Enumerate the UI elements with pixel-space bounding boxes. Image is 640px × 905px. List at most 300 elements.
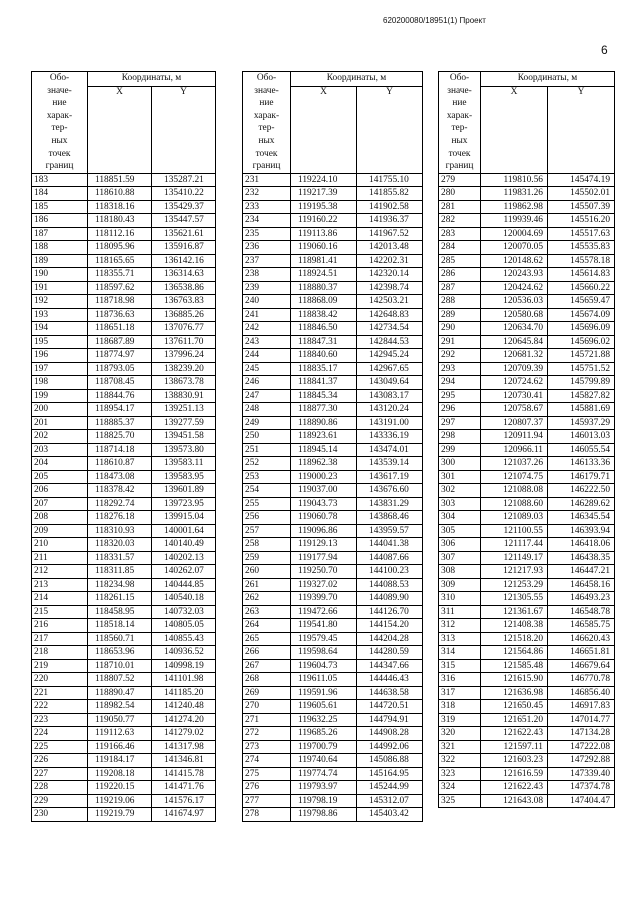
coord-y: 144088.53 — [357, 578, 423, 592]
coord-x: 121615.90 — [481, 673, 548, 687]
coord-x: 118310.93 — [88, 524, 152, 538]
point-id: 255 — [243, 497, 291, 511]
point-id: 291 — [439, 335, 481, 349]
coord-x: 118095.96 — [88, 241, 152, 255]
coord-y: 140540.18 — [152, 592, 216, 606]
table-row — [243, 794, 423, 808]
coord-x: 119685.26 — [291, 727, 357, 741]
coord-y: 146770.78 — [548, 673, 615, 687]
table-row — [32, 686, 216, 700]
coord-y: 138673.78 — [152, 376, 216, 390]
coord-y: 138830.91 — [152, 389, 216, 403]
coord-x: 119793.97 — [291, 781, 357, 795]
coord-y: 146447.21 — [548, 565, 615, 579]
point-id: 220 — [32, 673, 88, 687]
header-point-designation: Обо- значе- ние харак- тер- ных точек границ — [439, 72, 481, 174]
point-id: 234 — [243, 214, 291, 228]
coord-y: 141274.20 — [152, 713, 216, 727]
coord-y: 136885.26 — [152, 308, 216, 322]
coord-y: 147404.47 — [548, 794, 615, 808]
coord-x: 118954.17 — [88, 403, 152, 417]
point-id: 316 — [439, 673, 481, 687]
point-id: 228 — [32, 781, 88, 795]
point-id: 262 — [243, 592, 291, 606]
table-row — [243, 808, 423, 822]
coord-y: 140444.85 — [152, 578, 216, 592]
coord-x: 119798.86 — [291, 808, 357, 822]
table-body — [32, 173, 216, 821]
point-id: 214 — [32, 592, 88, 606]
coord-x: 118890.47 — [88, 686, 152, 700]
coord-y: 145312.07 — [357, 794, 423, 808]
coord-y: 146548.78 — [548, 605, 615, 619]
coord-x: 121074.75 — [481, 470, 548, 484]
point-id: 215 — [32, 605, 88, 619]
point-id: 226 — [32, 754, 88, 768]
coord-y: 139251.13 — [152, 403, 216, 417]
point-id: 287 — [439, 281, 481, 295]
coord-x: 118835.17 — [291, 362, 357, 376]
table-row — [32, 362, 216, 376]
coord-y: 145474.19 — [548, 173, 615, 187]
coord-y: 145937.29 — [548, 416, 615, 430]
table-row — [439, 295, 615, 309]
coord-x: 118378.42 — [88, 484, 152, 498]
table-row — [439, 308, 615, 322]
coord-y: 144087.66 — [357, 551, 423, 565]
coord-y: 146856.40 — [548, 686, 615, 700]
coord-y: 139915.04 — [152, 511, 216, 525]
coord-y: 141185.20 — [152, 686, 216, 700]
coord-x: 118710.01 — [88, 659, 152, 673]
table-row — [243, 659, 423, 673]
table-row — [439, 551, 615, 565]
coord-y: 143336.19 — [357, 430, 423, 444]
coord-y: 141279.02 — [152, 727, 216, 741]
table-row — [32, 794, 216, 808]
point-id: 245 — [243, 362, 291, 376]
coord-x: 119184.17 — [88, 754, 152, 768]
coord-x: 119831.26 — [481, 187, 548, 201]
coord-y: 147222.08 — [548, 740, 615, 754]
coord-y: 143120.24 — [357, 403, 423, 417]
point-id: 185 — [32, 200, 88, 214]
coord-x: 119798.19 — [291, 794, 357, 808]
point-id: 232 — [243, 187, 291, 201]
point-id: 322 — [439, 754, 481, 768]
table-row — [243, 295, 423, 309]
point-id: 189 — [32, 254, 88, 268]
point-id: 305 — [439, 524, 481, 538]
header-coordinates: Координаты, м — [291, 72, 423, 87]
coord-y: 142320.14 — [357, 268, 423, 282]
coord-y: 141240.48 — [152, 700, 216, 714]
coord-y: 141755.10 — [357, 173, 423, 187]
point-id: 267 — [243, 659, 291, 673]
coord-x: 118651.18 — [88, 322, 152, 336]
table-row — [243, 430, 423, 444]
point-id: 225 — [32, 740, 88, 754]
point-id: 312 — [439, 619, 481, 633]
coord-y: 143049.64 — [357, 376, 423, 390]
point-id: 325 — [439, 794, 481, 808]
point-id: 184 — [32, 187, 88, 201]
coord-y: 137996.24 — [152, 349, 216, 363]
coord-x: 120536.03 — [481, 295, 548, 309]
coord-x: 118807.52 — [88, 673, 152, 687]
coord-x: 118687.89 — [88, 335, 152, 349]
coord-x: 118982.54 — [88, 700, 152, 714]
point-id: 280 — [439, 187, 481, 201]
coord-y: 141346.81 — [152, 754, 216, 768]
point-id: 207 — [32, 497, 88, 511]
coord-y: 147134.28 — [548, 727, 615, 741]
point-id: 259 — [243, 551, 291, 565]
coord-x: 120243.93 — [481, 268, 548, 282]
point-id: 205 — [32, 470, 88, 484]
coord-x: 121597.11 — [481, 740, 548, 754]
point-id: 212 — [32, 565, 88, 579]
table-row — [243, 443, 423, 457]
coord-y: 141415.78 — [152, 767, 216, 781]
point-id: 289 — [439, 308, 481, 322]
point-id: 248 — [243, 403, 291, 417]
coord-x: 121603.23 — [481, 754, 548, 768]
coord-x: 118610.88 — [88, 187, 152, 201]
point-id: 196 — [32, 349, 88, 363]
table-row — [439, 673, 615, 687]
coord-y: 145881.69 — [548, 403, 615, 417]
coord-x: 119700.79 — [291, 740, 357, 754]
coord-x: 119740.64 — [291, 754, 357, 768]
coord-x: 121089.03 — [481, 511, 548, 525]
table-row — [32, 254, 216, 268]
table-row — [439, 430, 615, 444]
coord-y: 140202.13 — [152, 551, 216, 565]
coord-x: 118868.09 — [291, 295, 357, 309]
point-id: 188 — [32, 241, 88, 255]
coord-x: 121636.98 — [481, 686, 548, 700]
table-row — [32, 781, 216, 795]
table-row — [439, 767, 615, 781]
point-id: 276 — [243, 781, 291, 795]
coord-x: 119472.66 — [291, 605, 357, 619]
coord-y: 146055.54 — [548, 443, 615, 457]
coord-y: 140001.64 — [152, 524, 216, 538]
coord-y: 143868.46 — [357, 511, 423, 525]
coord-x: 119632.25 — [291, 713, 357, 727]
point-id: 221 — [32, 686, 88, 700]
header-coordinates: Координаты, м — [88, 72, 216, 87]
coord-x: 119208.18 — [88, 767, 152, 781]
point-id: 254 — [243, 484, 291, 498]
point-id: 191 — [32, 281, 88, 295]
point-id: 231 — [243, 173, 291, 187]
coord-x: 118962.38 — [291, 457, 357, 471]
coord-y: 135447.57 — [152, 214, 216, 228]
coord-y: 139723.95 — [152, 497, 216, 511]
point-id: 195 — [32, 335, 88, 349]
coord-x: 121088.08 — [481, 484, 548, 498]
point-id: 249 — [243, 416, 291, 430]
coord-x: 118736.63 — [88, 308, 152, 322]
coord-y: 145164.95 — [357, 767, 423, 781]
table-row — [243, 646, 423, 660]
header-y: Y — [152, 86, 216, 173]
point-id: 217 — [32, 632, 88, 646]
coord-y: 140998.19 — [152, 659, 216, 673]
coord-y: 145502.01 — [548, 187, 615, 201]
coord-y: 146133.36 — [548, 457, 615, 471]
table-row — [32, 713, 216, 727]
table-row — [32, 470, 216, 484]
table-row — [439, 511, 615, 525]
table-row — [243, 457, 423, 471]
table-row — [243, 781, 423, 795]
point-id: 206 — [32, 484, 88, 498]
coord-x: 118311.85 — [88, 565, 152, 579]
point-id: 297 — [439, 416, 481, 430]
coord-x: 119043.73 — [291, 497, 357, 511]
coord-x: 119579.45 — [291, 632, 357, 646]
table-row — [32, 524, 216, 538]
table-row — [439, 565, 615, 579]
table-row — [32, 551, 216, 565]
coord-y: 143831.29 — [357, 497, 423, 511]
point-id: 240 — [243, 295, 291, 309]
point-id: 321 — [439, 740, 481, 754]
point-id: 290 — [439, 322, 481, 336]
header-point-designation: Обо- значе- ние харак- тер- ных точек границ — [32, 72, 88, 174]
coord-y: 140140.49 — [152, 538, 216, 552]
point-id: 200 — [32, 403, 88, 417]
point-id: 285 — [439, 254, 481, 268]
table-row — [32, 349, 216, 363]
coord-y: 144100.23 — [357, 565, 423, 579]
point-id: 246 — [243, 376, 291, 390]
table-row — [243, 700, 423, 714]
table-row — [32, 538, 216, 552]
coord-x: 119399.70 — [291, 592, 357, 606]
coord-y: 146393.94 — [548, 524, 615, 538]
point-id: 192 — [32, 295, 88, 309]
coord-y: 142503.21 — [357, 295, 423, 309]
table-row — [439, 740, 615, 754]
table-row — [439, 646, 615, 660]
point-id: 304 — [439, 511, 481, 525]
coord-x: 121622.43 — [481, 727, 548, 741]
coord-y: 141855.82 — [357, 187, 423, 201]
coord-x: 118840.60 — [291, 349, 357, 363]
coord-x: 121088.60 — [481, 497, 548, 511]
coord-x: 118846.50 — [291, 322, 357, 336]
table-row — [32, 443, 216, 457]
coord-x: 119939.46 — [481, 214, 548, 228]
table-row — [439, 754, 615, 768]
point-id: 213 — [32, 578, 88, 592]
coord-x: 121100.55 — [481, 524, 548, 538]
point-id: 318 — [439, 700, 481, 714]
coord-x: 118877.30 — [291, 403, 357, 417]
table-row — [243, 268, 423, 282]
coord-x: 119591.96 — [291, 686, 357, 700]
coord-y: 136314.63 — [152, 268, 216, 282]
point-id: 229 — [32, 794, 88, 808]
coord-x: 119112.63 — [88, 727, 152, 741]
header-point-designation: Обо- значе- ние харак- тер- ных точек границ — [243, 72, 291, 174]
coord-x: 121650.45 — [481, 700, 548, 714]
coord-y: 135429.37 — [152, 200, 216, 214]
coord-x: 119000.23 — [291, 470, 357, 484]
point-id: 227 — [32, 767, 88, 781]
table-row — [32, 659, 216, 673]
coord-x: 121149.17 — [481, 551, 548, 565]
point-id: 273 — [243, 740, 291, 754]
table-row — [439, 524, 615, 538]
point-id: 202 — [32, 430, 88, 444]
coord-x: 119160.22 — [291, 214, 357, 228]
table-row — [243, 592, 423, 606]
coord-x: 118847.31 — [291, 335, 357, 349]
coord-y: 142013.48 — [357, 241, 423, 255]
table-row — [439, 322, 615, 336]
coord-x: 119611.05 — [291, 673, 357, 687]
coord-y: 142945.24 — [357, 349, 423, 363]
point-id: 270 — [243, 700, 291, 714]
coord-x: 120807.37 — [481, 416, 548, 430]
coord-y: 141317.98 — [152, 740, 216, 754]
table-row — [32, 335, 216, 349]
coord-y: 141101.98 — [152, 673, 216, 687]
coord-x: 121117.44 — [481, 538, 548, 552]
coord-x: 118180.43 — [88, 214, 152, 228]
coord-x: 120911.94 — [481, 430, 548, 444]
coord-y: 145696.09 — [548, 322, 615, 336]
coord-x: 118318.16 — [88, 200, 152, 214]
table-row — [243, 227, 423, 241]
coord-y: 143959.57 — [357, 524, 423, 538]
table-row — [32, 565, 216, 579]
table-row — [243, 578, 423, 592]
table-row — [243, 335, 423, 349]
point-id: 208 — [32, 511, 88, 525]
point-id: 284 — [439, 241, 481, 255]
coord-x: 120580.68 — [481, 308, 548, 322]
coord-x: 118610.87 — [88, 457, 152, 471]
coord-y: 142398.74 — [357, 281, 423, 295]
point-id: 223 — [32, 713, 88, 727]
coord-y: 141936.37 — [357, 214, 423, 228]
coord-y: 142844.53 — [357, 335, 423, 349]
table-row — [243, 187, 423, 201]
coord-y: 145578.18 — [548, 254, 615, 268]
point-id: 253 — [243, 470, 291, 484]
point-id: 256 — [243, 511, 291, 525]
point-id: 266 — [243, 646, 291, 660]
coord-y: 147292.88 — [548, 754, 615, 768]
coord-y: 146679.64 — [548, 659, 615, 673]
coordinates-table-2 — [242, 71, 423, 822]
point-id: 193 — [32, 308, 88, 322]
table-row — [32, 403, 216, 417]
coord-x: 119060.78 — [291, 511, 357, 525]
point-id: 268 — [243, 673, 291, 687]
coord-y: 145507.39 — [548, 200, 615, 214]
table-row — [32, 632, 216, 646]
table-row — [32, 578, 216, 592]
point-id: 197 — [32, 362, 88, 376]
coord-y: 145799.89 — [548, 376, 615, 390]
table-row — [32, 295, 216, 309]
coord-y: 145517.63 — [548, 227, 615, 241]
table-row — [243, 200, 423, 214]
table-row — [32, 268, 216, 282]
coord-x: 121643.08 — [481, 794, 548, 808]
coord-y: 146289.62 — [548, 497, 615, 511]
table-row — [439, 794, 615, 808]
point-id: 301 — [439, 470, 481, 484]
coord-y: 146013.03 — [548, 430, 615, 444]
table-row — [439, 713, 615, 727]
document-id: 620200080/18951(1) Проект — [383, 16, 486, 25]
point-id: 252 — [243, 457, 291, 471]
point-id: 238 — [243, 268, 291, 282]
table-row — [439, 362, 615, 376]
table-row — [243, 538, 423, 552]
coord-x: 121518.20 — [481, 632, 548, 646]
coord-x: 119862.98 — [481, 200, 548, 214]
point-id: 222 — [32, 700, 88, 714]
table-row — [32, 767, 216, 781]
point-id: 204 — [32, 457, 88, 471]
coord-y: 144089.90 — [357, 592, 423, 606]
header-x: X — [481, 86, 548, 173]
table-row — [439, 173, 615, 187]
table-row — [32, 200, 216, 214]
coord-y: 147014.77 — [548, 713, 615, 727]
coord-x: 120730.41 — [481, 389, 548, 403]
table-row — [439, 470, 615, 484]
point-id: 311 — [439, 605, 481, 619]
table-row — [243, 416, 423, 430]
coord-y: 139583.11 — [152, 457, 216, 471]
table-row — [243, 511, 423, 525]
coord-y: 147339.40 — [548, 767, 615, 781]
coord-x: 118844.76 — [88, 389, 152, 403]
table-row — [32, 700, 216, 714]
table-row — [243, 632, 423, 646]
coord-y: 139573.80 — [152, 443, 216, 457]
point-id: 260 — [243, 565, 291, 579]
coord-x: 119250.70 — [291, 565, 357, 579]
point-id: 264 — [243, 619, 291, 633]
coord-y: 141576.17 — [152, 794, 216, 808]
point-id: 320 — [439, 727, 481, 741]
point-id: 194 — [32, 322, 88, 336]
coord-y: 141967.52 — [357, 227, 423, 241]
coord-y: 142967.65 — [357, 362, 423, 376]
coord-x: 119037.00 — [291, 484, 357, 498]
coord-x: 118234.98 — [88, 578, 152, 592]
coord-x: 120424.62 — [481, 281, 548, 295]
table-row — [439, 281, 615, 295]
coord-x: 118261.15 — [88, 592, 152, 606]
header-x: X — [291, 86, 357, 173]
point-id: 279 — [439, 173, 481, 187]
table-row — [243, 713, 423, 727]
coord-x: 120634.70 — [481, 322, 548, 336]
coord-y: 140936.52 — [152, 646, 216, 660]
